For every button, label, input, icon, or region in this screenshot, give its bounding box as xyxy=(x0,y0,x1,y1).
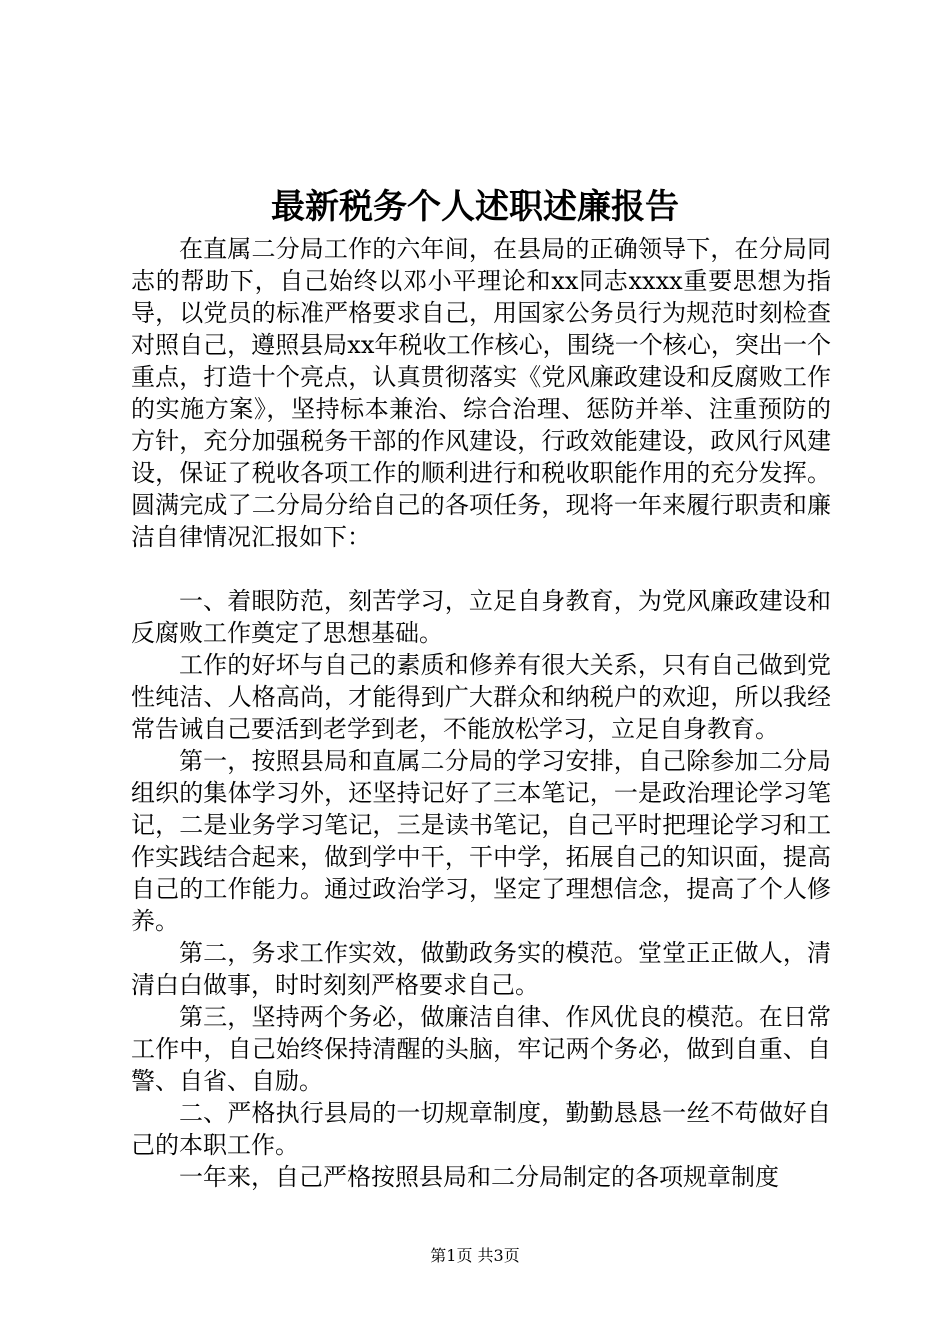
paragraph-intro: 在直属二分局工作的六年间，在县局的正确领导下，在分局同志的帮助下，自己始终以邓小平理论和xx同志xxxx重要思想为指导，以党员的标准严格要求自己，用国家公务员行为规范时刻检查对照自己，遵照县局xx年税收工作核心，围绕一个核心，突出一个重点，打造十个亮点，认真贯彻落实《党风廉政建设和反腐败工作的实施方案》，坚持标本兼治、综合治理、惩防并举、注重预防的方针，充分加强税务干部的作风建设，行政效能建设，政风行风建设，保证了税收各项工作的顺利进行和税收职能作用的充分发挥。圆满完成了二分局分给自己的各项任务，现将一年来履行职责和廉洁自律情况汇报如下： xyxy=(131,235,831,551)
paragraph: 第二，务求工作实效，做勤政务实的模范。堂堂正正做人，清清白白做事，时时刻刻严格要求自己。 xyxy=(131,939,831,999)
section-heading-2: 二、严格执行县局的一切规章制度，勤勤恳恳一丝不苟做好自己的本职工作。 xyxy=(131,1099,831,1159)
section-heading-1: 一、着眼防范，刻苦学习，立足自身教育，为党风廉政建设和反腐败工作奠定了思想基础。 xyxy=(131,587,831,647)
page-footer: 第1页 共3页 xyxy=(430,1246,520,1265)
paragraph: 第三，坚持两个务必，做廉洁自律、作风优良的模范。在日常工作中，自己始终保持清醒的头脑，牢记两个务必，做到自重、自警、自省、自励。 xyxy=(131,1003,831,1095)
document-title: 最新税务个人述职述廉报告 xyxy=(271,187,679,227)
paragraph: 工作的好坏与自己的素质和修养有很大关系，只有自己做到党性纯洁、人格高尚，才能得到广大群众和纳税户的欢迎，所以我经常告诫自己要活到老学到老，不能放松学习，立足自身教育。 xyxy=(131,651,831,743)
document-body xyxy=(131,233,831,1193)
paragraph: 一年来，自己严格按照县局和二分局制定的各项规章制度 xyxy=(179,1163,779,1191)
paragraph: 第一，按照县局和直属二分局的学习安排，自己除参加二分局组织的集体学习外，还坚持记好了三本笔记，一是政治理论学习笔记，二是业务学习笔记，三是读书笔记，自己平时把理论学习和工作实践结合起来，做到学中干，干中学，拓展自己的知识面，提高自己的工作能力。通过政治学习，坚定了理想信念，提高了个人修养。 xyxy=(131,747,831,935)
